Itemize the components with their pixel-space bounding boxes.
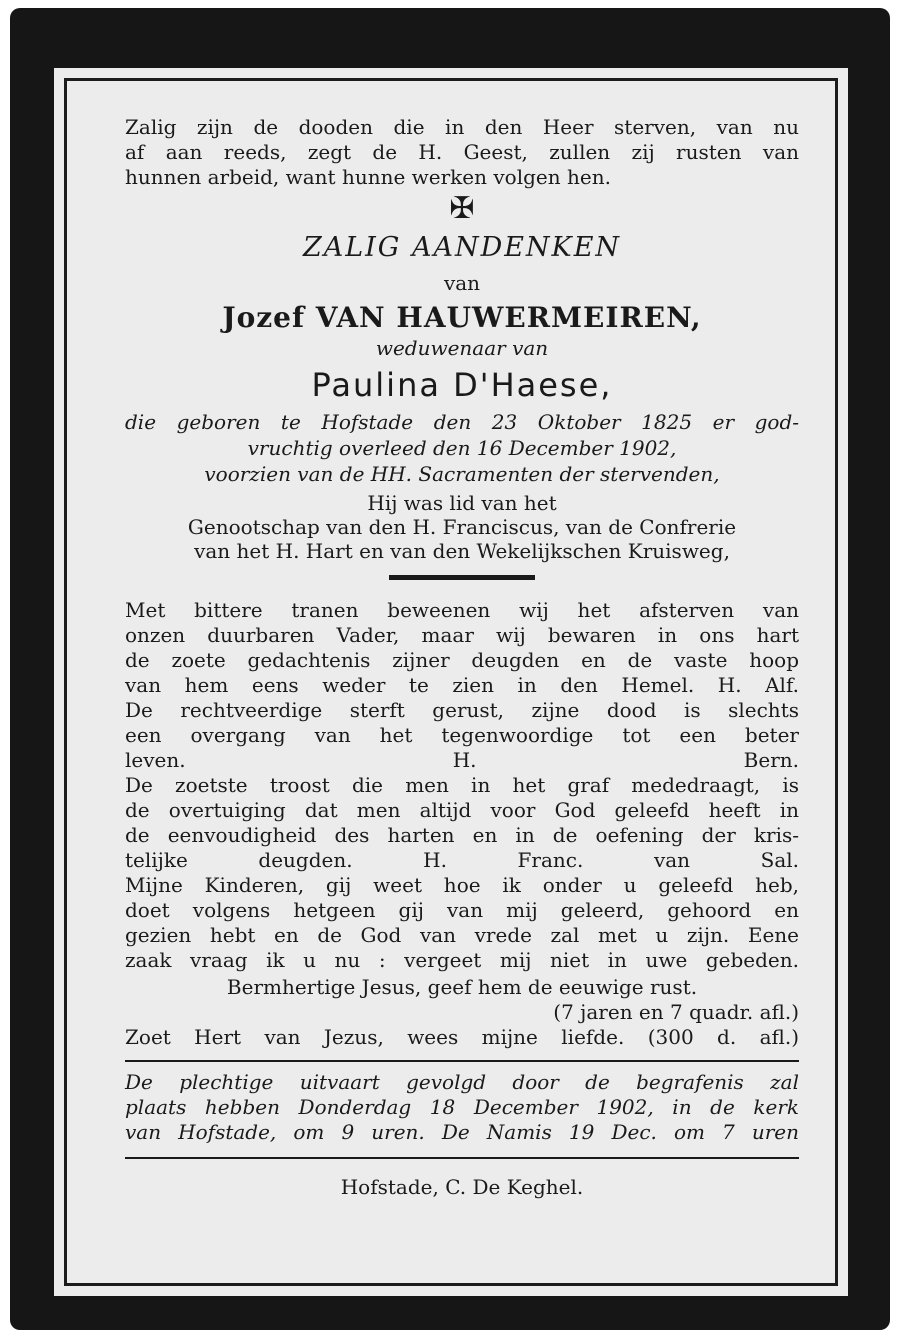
divider-rule — [125, 1060, 799, 1062]
quote-line: onzen duurbaren Vader, maar wij bewaren in ons hart — [125, 623, 799, 647]
bio-line: voorzien van de HH. Sacramenten der stervenden, — [204, 462, 720, 486]
verse-line: Zalig zijn de dooden die in den Heer sterven, van nu — [125, 115, 799, 139]
membership-line: Genootschap van den H. Franciscus, van de Confrerie — [187, 515, 737, 539]
deceased-name: Jozef VAN HAUWERMEIREN, — [222, 301, 702, 334]
quote-line: leven. H. Bern. — [125, 748, 799, 772]
quote-line: de zoete gedachtenis zijner deugden en de vaste hoop — [125, 648, 799, 672]
quote-line: doet volgens hetgeen gij van mij geleerd, gehoord en — [125, 898, 799, 922]
quote-line: Mijne Kinderen, gij weet hoe ik onder u geleefd heb, — [125, 873, 799, 897]
quote-line: De rechtveerdige sterft gerust, zijne dood is slechts — [125, 698, 799, 722]
relation-label: weduwenaar van — [375, 336, 549, 360]
prayer-line — [125, 1025, 799, 1050]
quote-line: een overgang van het tegenwoordige tot een beter — [125, 723, 799, 747]
printer-credit: Hofstade, C. De Keghel. — [340, 1175, 584, 1199]
quote-paragraph — [125, 698, 799, 773]
verse-line: af aan reeds, zegt de H. Geest, zullen zij rusten van — [125, 140, 799, 164]
biography — [125, 410, 799, 435]
bio-line: vruchtig overleed den 16 December 1902, — [247, 436, 677, 460]
of-label: van — [443, 271, 481, 295]
indulgence-note: (300 d. afl.) — [647, 1025, 800, 1049]
quote-line: telijke deugden. H. Franc. van Sal. — [125, 848, 799, 872]
divider-rule — [389, 575, 535, 580]
funeral-line: plaats hebben Donderdag 18 December 1902, in de kerk — [125, 1095, 799, 1119]
bio-line: die geboren te Hofstade den 23 Oktober 1825 er god- — [125, 410, 799, 434]
card-frame — [64, 78, 838, 1286]
funeral-notice — [125, 1070, 799, 1145]
funeral-line: De plechtige uitvaart gevolgd door de begrafenis zal — [125, 1070, 799, 1094]
divider-rule — [125, 1157, 799, 1159]
cross-icon: ✠ — [449, 191, 475, 226]
indulgence-note: (7 jaren en 7 quadr. afl.) — [553, 1000, 799, 1024]
quote-line: van hem eens weder te zien in den Hemel. H. Alf. — [125, 673, 799, 697]
funeral-line: van Hofstade, om 9 uren. De Namis 19 Dec. om 7 uren — [125, 1120, 799, 1144]
prayer-line: Bermhertige Jesus, geef hem de eeuwige rust. — [226, 975, 698, 999]
quote-paragraph — [125, 873, 799, 973]
memorial-title: ZALIG AANDENKEN — [302, 232, 622, 263]
prayer-text: Zoet Hert van Jezus, wees mijne liefde. — [125, 1025, 625, 1049]
quote-line: zaak vraag ik u nu : vergeet mij niet in uwe gebeden. — [125, 948, 799, 972]
quote-line: de overtuiging dat men altijd voor God geleefd heeft in — [125, 798, 799, 822]
spouse-name: Paulina D'Haese, — [311, 366, 613, 404]
verse-block — [125, 115, 799, 190]
card-panel — [54, 68, 848, 1296]
quote-paragraph — [125, 598, 799, 698]
quote-paragraph — [125, 773, 799, 873]
memorial-card — [10, 8, 890, 1330]
quote-line: De zoetste troost die men in het graf mededraagt, is — [125, 773, 799, 797]
membership-line: van het H. Hart en van den Wekelijkschen Kruisweg, — [194, 539, 730, 563]
quote-line: gezien hebt en de God van vrede zal met u zijn. Eene — [125, 923, 799, 947]
quote-line: Met bittere tranen beweenen wij het afsterven van — [125, 598, 799, 622]
verse-line: hunnen arbeid, want hunne werken volgen hen. — [125, 165, 611, 189]
quote-line: de eenvoudigheid des harten en in de oefening der kris- — [125, 823, 799, 847]
membership-heading: Hij was lid van het — [367, 491, 557, 515]
